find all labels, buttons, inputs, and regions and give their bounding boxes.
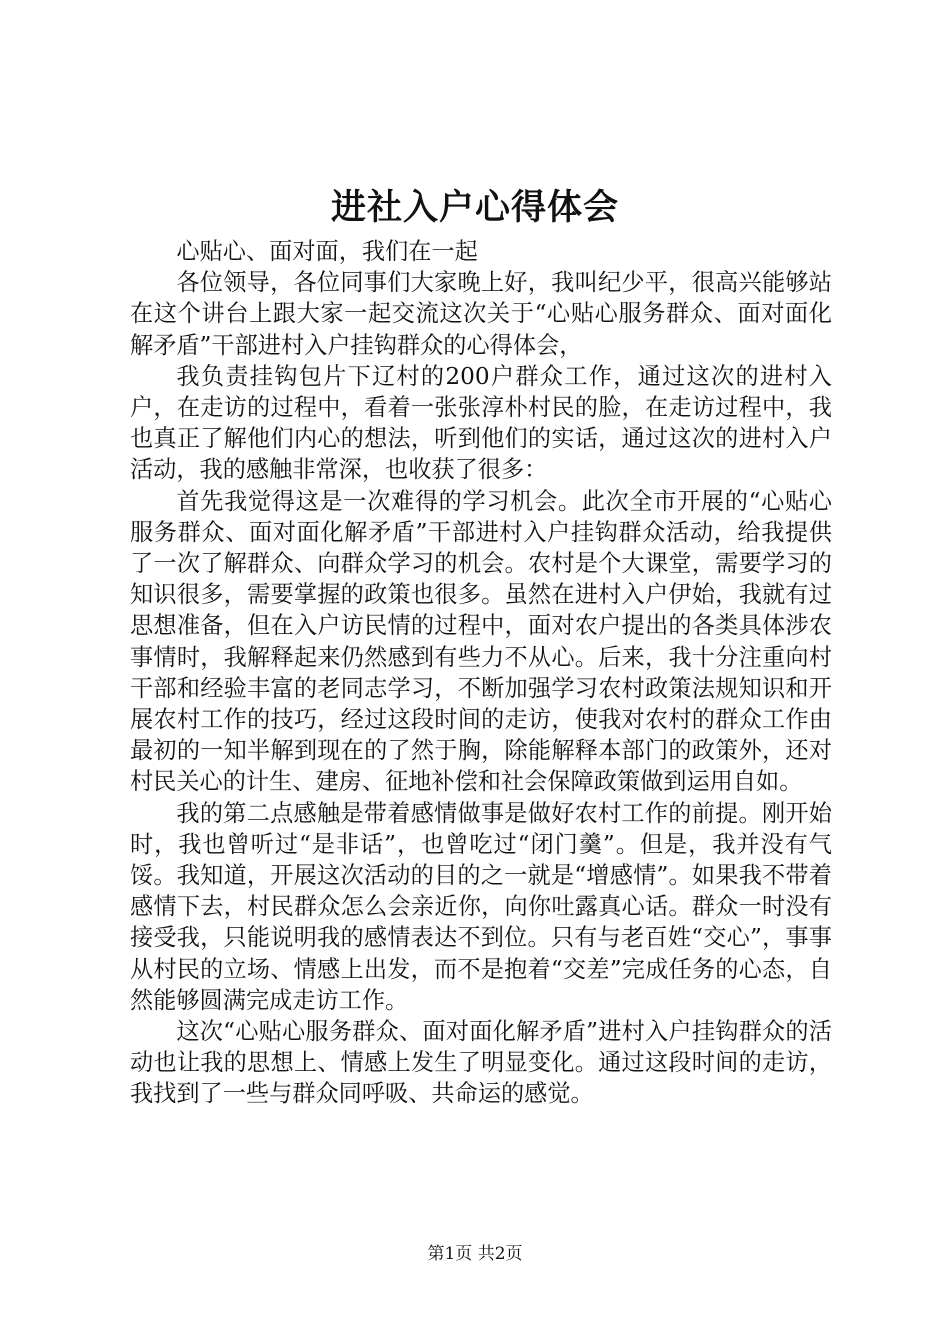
page-footer: 第1页 共2页 — [427, 1244, 523, 1264]
paragraph-change: 这次“心贴心服务群众、面对面化解矛盾”进村入户挂钩群众的活动也让我的思想上、情感上发生了明显变化。通过这段时间的走访，我找到了一些与群众同呼吸、共命运的感觉。 — [130, 1018, 832, 1108]
paragraph-responsibility: 我负责挂钩包片下辽村的200户群众工作，通过这次的进村入户，在走访的过程中，看着一张张淳朴村民的脸，在走访过程中，我也真正了解他们内心的想法，听到他们的实话，通过这次的进村入户活动，我的感触非常深，也收获了很多： — [130, 362, 832, 484]
paragraph-subtitle: 心贴心、面对面，我们在一起 — [176, 238, 478, 265]
document-title: 进社入户心得体会 — [330, 187, 619, 228]
document-body — [130, 236, 832, 1110]
paragraph-emotion: 我的第二点感触是带着感情做事是做好农村工作的前提。刚开始时，我也曾听过“是非话”，也曾吃过“闭门羹”。但是，我并没有气馁。我知道，开展这次活动的目的之一就是“增感情”。如果我不带着感情下去，村民群众怎么会亲近你，向你吐露真心话。群众一时没有接受我，只能说明我的感情表达不到位。只有与老百姓“交心”，事事从村民的立场、情感上出发，而不是抱着“交差”完成任务的心态，自然能够圆满完成走访工作。 — [130, 799, 832, 1014]
paragraph-greeting: 各位领导，各位同事们大家晚上好，我叫纪少平，很高兴能够站在这个讲台上跟大家一起交流这次关于“心贴心服务群众、面对面化解矛盾”干部进村入户挂钩群众的心得体会， — [130, 269, 832, 359]
paragraph-learning: 首先我觉得这是一次难得的学习机会。此次全市开展的“心贴心服务群众、面对面化解矛盾”干部进村入户挂钩群众活动，给我提供了一次了解群众、向群众学习的机会。农村是个大课堂，需要学习的知识很多，需要掌握的政策也很多。虽然在进村入户伊始，我就有过思想准备，但在入户访民情的过程中，面对农户提出的各类具体涉农事情时，我解释起来仍然感到有些力不从心。后来，我十分注重向村干部和经验丰富的老同志学习，不断加强学习农村政策法规知识和开展农村工作的技巧，经过这段时间的走访，使我对农村的群众工作由最初的一知半解到现在的了然于胸，除能解释本部门的政策外，还对村民关心的计生、建房、征地补偿和社会保障政策做到运用自如。 — [130, 487, 832, 796]
